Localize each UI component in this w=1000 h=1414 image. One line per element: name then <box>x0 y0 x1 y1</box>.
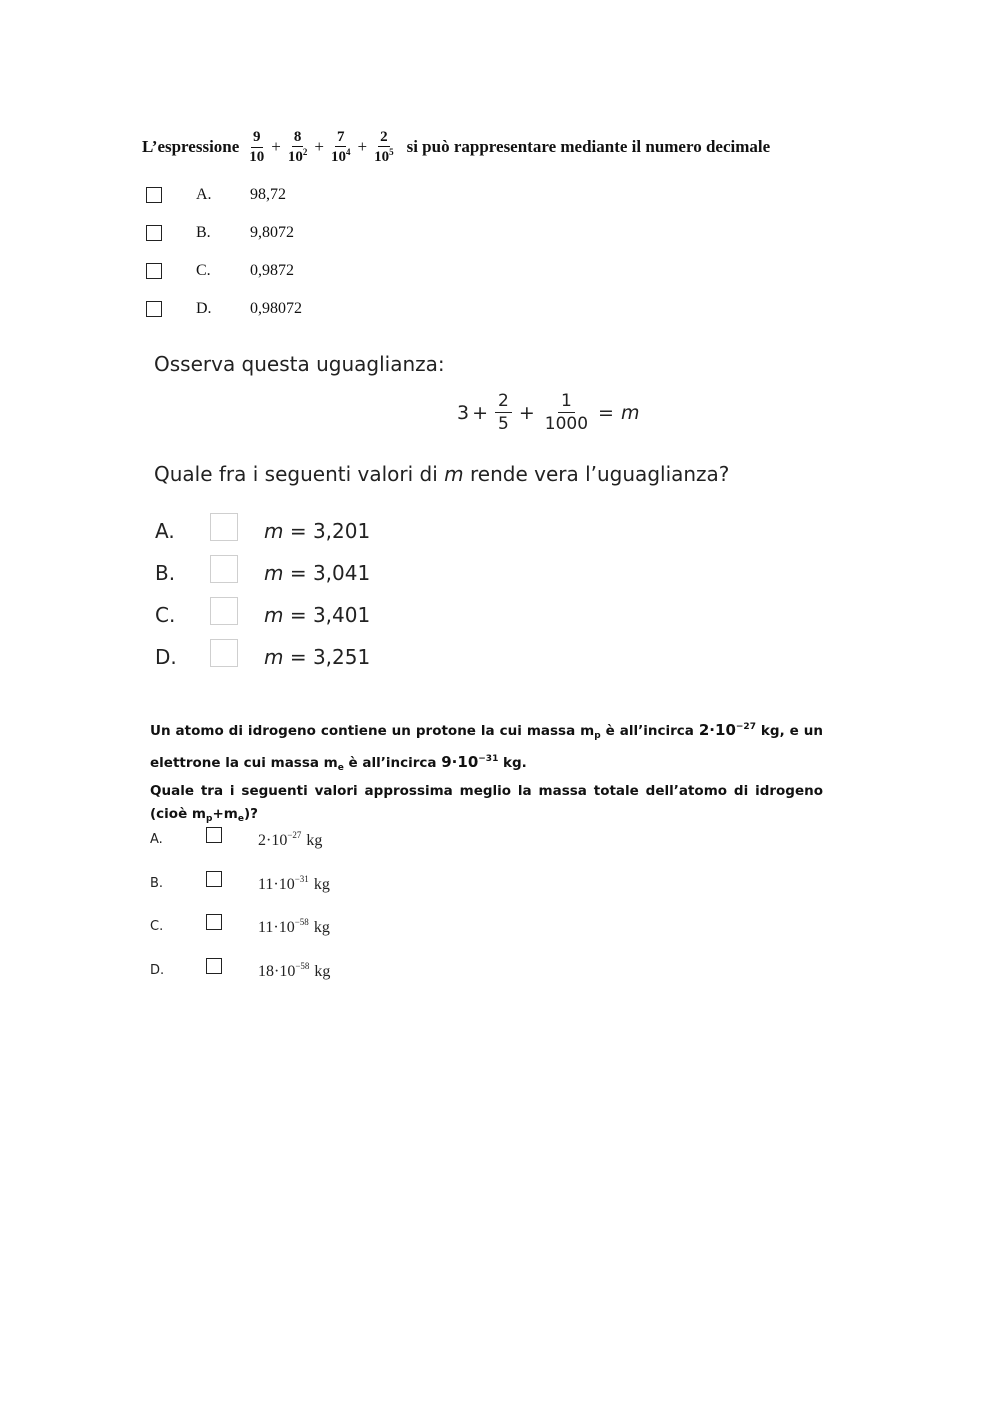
q1-fraction-3-numerator: 7 <box>335 129 347 148</box>
q2-option-b-value <box>264 561 370 585</box>
q3-stem-part-4: è all’incirca <box>343 755 442 771</box>
q3-option-c-unit: kg <box>313 919 330 936</box>
q3-electron-mass-exponent: −31 <box>478 754 499 764</box>
q2-equation <box>457 390 639 436</box>
q2-option-d <box>0 639 1000 673</box>
q2-equation-whole: 3 <box>457 402 470 424</box>
q1-fraction-1 <box>247 129 266 165</box>
q2-option-c-value <box>264 603 370 627</box>
plus-sign: + <box>472 402 489 424</box>
q2-option-c-variable: m <box>264 603 284 627</box>
equals-sign: = <box>598 402 614 424</box>
q1-option-a-checkbox[interactable] <box>146 187 162 203</box>
q3-stem <box>150 716 823 831</box>
q1-fraction-3-exponent: 4 <box>345 147 351 157</box>
q3-stem-part-5: kg. <box>498 755 527 771</box>
q3-question-part-3: )? <box>243 806 258 822</box>
plus-sign: + <box>314 137 324 156</box>
q3-option-d-checkbox[interactable] <box>206 958 222 974</box>
q3-proton-mass <box>699 721 756 739</box>
q3-option-a-checkbox[interactable] <box>206 827 222 843</box>
q1-option-d <box>0 299 1000 325</box>
plus-sign: + <box>357 137 368 156</box>
q1-stem-prefix: L’espressione <box>142 137 240 156</box>
q3-option-c-checkbox[interactable] <box>206 914 222 930</box>
q1-fraction-2 <box>286 129 310 166</box>
q1-fraction-2-denominator: 10 <box>287 149 303 165</box>
q3-option-a-unit: kg <box>306 832 323 849</box>
q3-option-a-value <box>258 830 322 850</box>
q1-option-c-checkbox[interactable] <box>146 263 162 279</box>
q3-option-b-unit: kg <box>313 876 330 893</box>
q2-option-d-value <box>264 645 370 669</box>
q1-stem <box>142 124 770 170</box>
q1-fraction-2-exponent: 2 <box>302 147 308 157</box>
q2-option-b-checkbox[interactable] <box>210 555 238 583</box>
q2-option-d-checkbox[interactable] <box>210 639 238 667</box>
q1-option-b-value: 9,8072 <box>250 224 294 241</box>
q2-option-b <box>0 555 1000 589</box>
q1-option-a <box>0 185 1000 211</box>
q1-fraction-2-numerator: 8 <box>292 129 304 148</box>
q2-question-before: Quale fra i seguenti valori di <box>154 462 445 486</box>
q1-option-d-value: 0,98072 <box>250 300 302 317</box>
q3-stem-part-3: kg, e un elettrone la cui massa m <box>150 723 824 771</box>
q2-question <box>154 462 729 486</box>
q2-option-a-checkbox[interactable] <box>210 513 238 541</box>
q3-option-b-checkbox[interactable] <box>206 871 222 887</box>
q3-question-part-2: +m <box>212 806 238 822</box>
q3-option-b <box>0 870 1000 898</box>
q3-option-d-value <box>258 961 330 981</box>
q2-option-b-number: = 3,041 <box>283 561 371 585</box>
q2-option-b-variable: m <box>264 561 284 585</box>
q2-prompt: Osserva questa uguaglianza: <box>154 352 445 376</box>
q3-option-b-base: 11·10 <box>258 876 295 893</box>
q1-fraction-1-denominator: 10 <box>249 148 265 165</box>
q1-option-c-value: 0,9872 <box>250 262 294 279</box>
q3-option-a <box>0 826 1000 854</box>
q3-question-subscript-p: p <box>206 814 213 824</box>
q1-fraction-4-denominator: 10 <box>374 149 390 165</box>
plus-sign: + <box>518 402 535 424</box>
q2-equation-variable: m <box>620 402 640 424</box>
q1-option-c-letter: C. <box>196 262 211 279</box>
q3-option-a-letter: A. <box>150 832 163 847</box>
q2-question-after: rende vera l’uguaglianza? <box>463 462 730 486</box>
q3-option-d-unit: kg <box>314 963 331 980</box>
q3-question-part-1: Quale tra i seguenti valori approssima meglio la massa totale dell’atomo di idrogeno (cioè m <box>150 783 823 822</box>
q3-option-d-base: 18·10 <box>258 963 296 980</box>
q3-option-d-exponent: −58 <box>295 961 310 971</box>
q2-option-c <box>0 597 1000 631</box>
q3-electron-mass <box>441 753 498 771</box>
q2-option-c-letter: C. <box>155 603 176 627</box>
q3-question-subscript-e: e <box>237 814 244 824</box>
q2-option-d-number: = 3,251 <box>283 645 371 669</box>
q3-stem-part-2: è all’incirca <box>600 723 699 739</box>
q3-option-b-exponent: −31 <box>294 874 309 884</box>
q3-option-c-exponent: −58 <box>294 917 309 927</box>
q3-option-a-base: 2·10 <box>258 832 288 849</box>
q3-option-d <box>0 957 1000 985</box>
q1-option-a-letter: A. <box>196 186 212 203</box>
q2-question-variable: m <box>444 462 464 486</box>
q3-option-b-letter: B. <box>150 876 164 891</box>
q1-option-b <box>0 223 1000 249</box>
q2-option-d-letter: D. <box>155 645 177 669</box>
q3-subscript-e: e <box>337 763 344 773</box>
q2-option-a-number: = 3,201 <box>283 519 371 543</box>
q2-fraction-2 <box>542 392 591 433</box>
q2-fraction-1-denominator: 5 <box>498 414 509 434</box>
q2-option-b-letter: B. <box>155 561 176 585</box>
q2-option-a-value <box>264 519 370 543</box>
q1-option-b-checkbox[interactable] <box>146 225 162 241</box>
q3-option-c-base: 11·10 <box>258 919 295 936</box>
plus-sign: + <box>271 137 281 156</box>
q3-subscript-p: p <box>594 731 601 741</box>
q1-option-d-checkbox[interactable] <box>146 301 162 317</box>
q1-stem-suffix: si può rappresentare mediante il numero decimale <box>406 137 771 156</box>
q2-fraction-1 <box>495 392 512 433</box>
q1-option-b-letter: B. <box>196 224 211 241</box>
q3-option-a-exponent: −27 <box>287 830 302 840</box>
q1-option-a-value: 98,72 <box>250 186 286 203</box>
q3-option-c <box>0 913 1000 941</box>
q2-fraction-1-numerator: 2 <box>495 392 512 413</box>
q3-option-c-letter: C. <box>150 919 164 934</box>
q2-option-a-letter: A. <box>155 519 175 543</box>
q2-option-c-number: = 3,401 <box>283 603 371 627</box>
q1-fraction-4 <box>372 129 396 166</box>
q3-proton-mass-exponent: −27 <box>735 722 756 732</box>
q3-proton-mass-base: 2·10 <box>698 721 736 739</box>
q1-fraction-3-denominator: 10 <box>330 149 346 165</box>
q3-option-c-value <box>258 917 330 937</box>
q1-fraction-4-exponent: 5 <box>389 147 394 157</box>
q1-option-d-letter: D. <box>196 300 212 317</box>
q2-fraction-2-numerator: 1 <box>558 392 575 413</box>
q3-electron-mass-base: 9·10 <box>441 753 479 771</box>
q3-stem-part-1: Un atomo di idrogeno contiene un protone la cui massa m <box>150 723 595 739</box>
q1-option-c <box>0 261 1000 287</box>
q2-fraction-2-denominator: 1000 <box>544 414 589 434</box>
q2-option-c-checkbox[interactable] <box>210 597 238 625</box>
q2-option-a-variable: m <box>264 519 284 543</box>
q1-fraction-4-numerator: 2 <box>378 129 390 148</box>
q1-fraction-3 <box>329 129 353 166</box>
q2-option-d-variable: m <box>264 645 284 669</box>
q2-option-a <box>0 513 1000 547</box>
q3-option-d-letter: D. <box>150 963 165 978</box>
q3-option-b-value <box>258 874 330 894</box>
q1-fraction-1-numerator: 9 <box>251 129 263 148</box>
